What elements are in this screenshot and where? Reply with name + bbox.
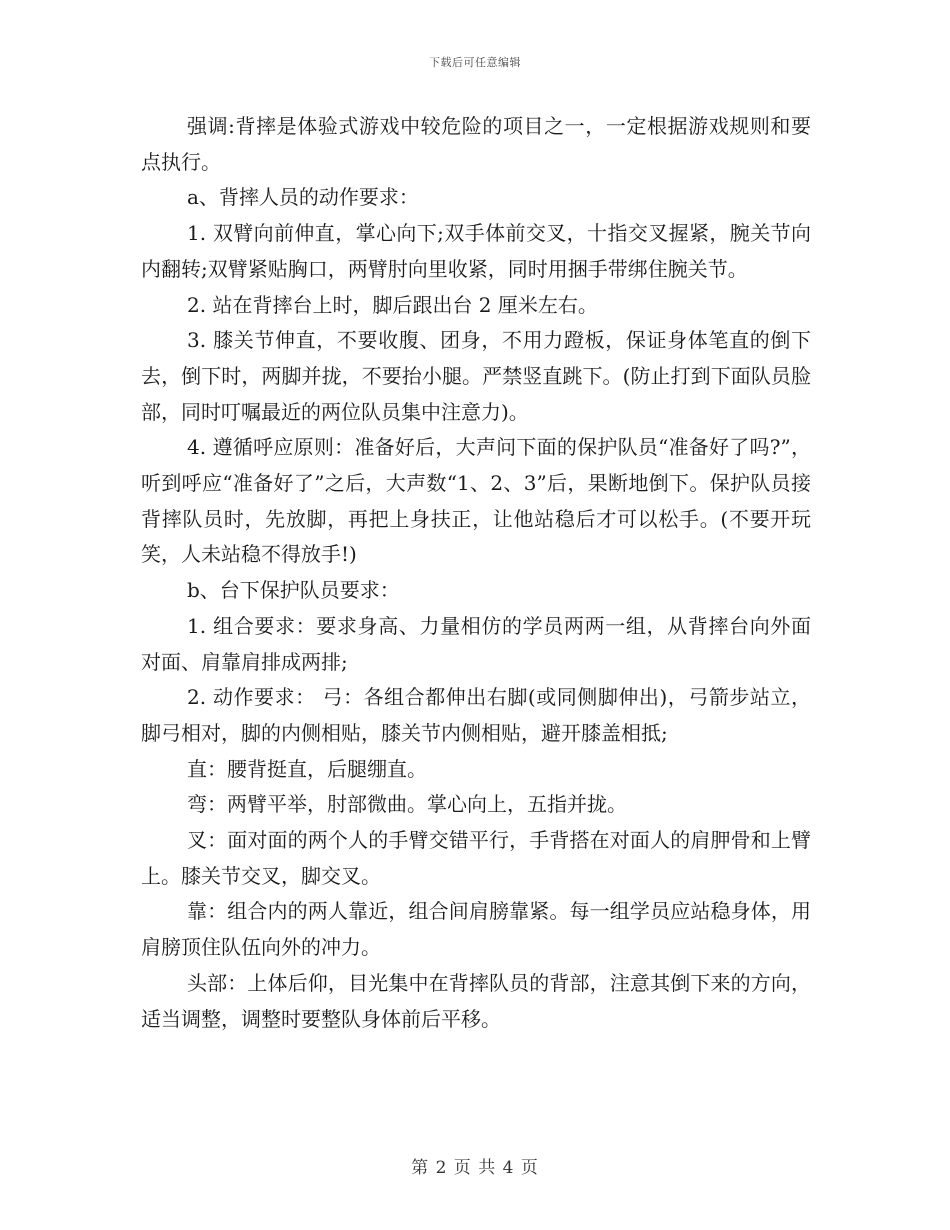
list-item: 头部：上体后仰，目光集中在背摔队员的背部，注意其倒下来的方向，适当调整，调整时要整队身体前后平移。 bbox=[141, 970, 811, 1031]
list-item: 1. 组合要求：要求身高、力量相仿的学员两两一组，从背摔台向外面对面、肩靠肩排成两排; bbox=[141, 613, 811, 674]
page-header: 下载后可任意编辑 bbox=[429, 56, 521, 69]
list-item: 3. 膝关节伸直，不要收腹、团身，不用力蹬板，保证身体笔直的倒下去，倒下时，两脚并拢，不要抬小腿。严禁竖直跳下。(防止打到下面队员脸部，同时叮嘱最近的两位队员集中注意力)。 bbox=[141, 328, 811, 424]
paragraph-emphasis: 强调:背摔是体验式游戏中较危险的项目之一，一定根据游戏规则和要点执行。 bbox=[141, 114, 811, 174]
section-heading-a: a、背摔人员的动作要求： bbox=[187, 185, 419, 210]
list-item: 2. 动作要求： 弓：各组合都伸出右脚(或同侧脚伸出)，弓箭步站立，脚弓相对，脚的内侧相贴，膝关节内侧相贴，避开膝盖相抵; bbox=[141, 685, 811, 745]
section-heading-b: b、台下保护队员要求： bbox=[187, 578, 400, 603]
list-item: 靠：组合内的两人靠近，组合间肩膀靠紧。每一组学员应站稳身体，用肩膀顶住队伍向外的冲力。 bbox=[141, 899, 811, 960]
list-item: 直：腰背挺直，后腿绷直。 bbox=[187, 756, 427, 781]
page-number: 第 2 页 共 4 页 bbox=[411, 1158, 539, 1178]
list-item: 1. 双臂向前伸直，掌心向下;双手体前交叉，十指交叉握紧，腕关节向内翻转;双臂紧贴胸口，两臂肘向里收紧，同时用捆手带绑住腕关节。 bbox=[141, 221, 811, 281]
list-item: 4. 遵循呼应原则：准备好后，大声问下面的保护队员“准备好了吗?”，听到呼应“准备好了”之后，大声数“1、2、3”后，果断地倒下。保护队员接背摔队员时，先放脚，再把上身扶正，让他站稳后才可以松手。(不要开玩笑，人未站稳不得放手!) bbox=[141, 435, 811, 567]
document-body bbox=[141, 109, 811, 1037]
list-item: 叉：面对面的两个人的手臂交错平行，手背搭在对面人的肩胛骨和上臂上。膝关节交叉，脚交叉。 bbox=[141, 828, 811, 888]
list-item: 2. 站在背摔台上时，脚后跟出台 2 厘米左右。 bbox=[187, 292, 598, 317]
list-item: 弯：两臂平举，肘部微曲。掌心向上，五指并拢。 bbox=[187, 792, 627, 817]
